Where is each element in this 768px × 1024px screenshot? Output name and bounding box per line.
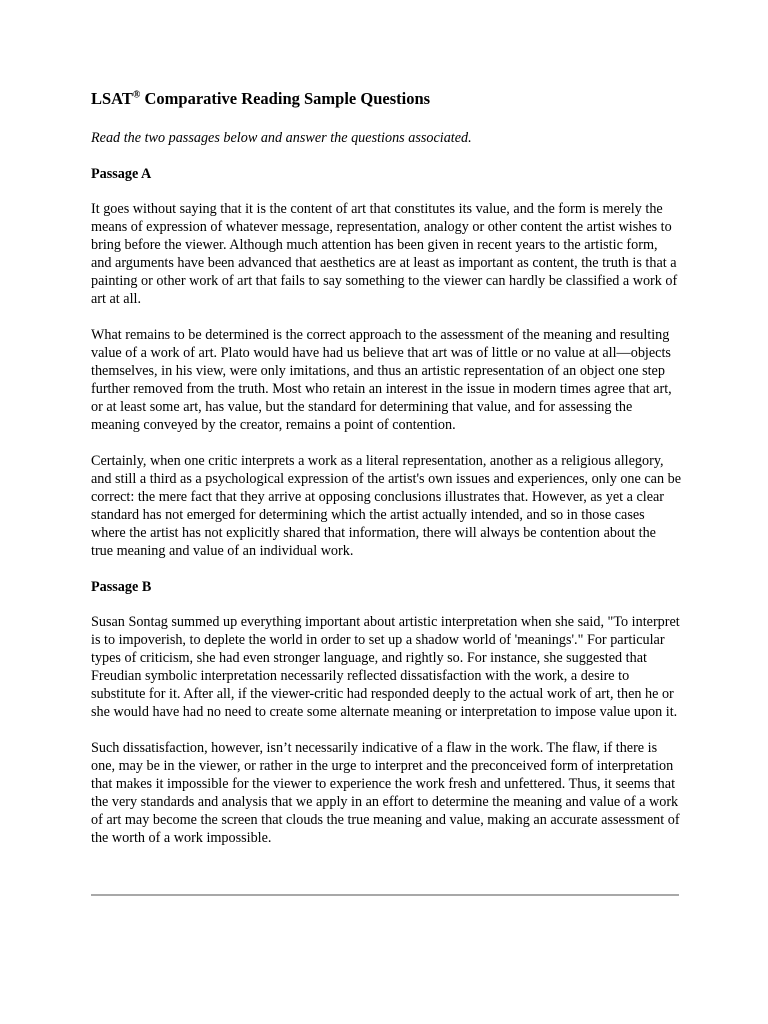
passage-a-paragraph-1: It goes without saying that it is the content of art that constitutes its value, and the form is merely the means of expression of whatever message, representation, analogy or other content the artist wishes to bring before the viewer. Although much attention has been given in recent years to the artistic form, and arguments have been advanced that aesthetics are at least as important as content, the truth is that a painting or other work of art that fails to say something to the viewer can hardly be classified a work of art at all. <box>91 201 678 308</box>
document-page <box>91 88 681 865</box>
passage-a-paragraph-2: What remains to be determined is the correct approach to the assessment of the meaning and resulting value of a work of art. Plato would have had us believe that art was of little or no value at all—objects themselves, in his view, were only imitations, and thus an artistic representation of an object one step further removed from the truth. Most who retain an interest in the issue in modern times agree that art, or at least some art, has value, but the standard for determining that value, and for assessing the meaning conveyed by the creator, remains a point of contention. <box>91 327 672 434</box>
instructions: Read the two passages below and answer the questions associated. <box>91 130 472 147</box>
passage-a-paragraph-3: Certainly, when one critic interprets a work as a literal representation, another as a religious allegory, and still a third as a psychological expression of the artist's own issues and experiences, only one can be correct: the mere fact that they arrive at opposing conclusions illustrates that. However, as yet a clear standard has not emerged for determining which the artist actually intended, and so in those cases where the artist has not explicitly shared that information, there will always be contention about the true meaning and value of an individual work. <box>91 453 682 560</box>
passage-b-paragraph-1: Susan Sontag summed up everything important about artistic interpretation when she said, "To interpret is to impoverish, to deplete the world in order to set up a shadow world of 'meanings'." For particular types of criticism, she had even stronger language, and rightly so. For instance, she suggested that Freudian symbolic interpretation necessarily reflected dissatisfaction with the work, a desire to substitute for it. After all, if the viewer-critic had responded deeply to the actual work of art, then he or she would have had no need to create some alternate meaning or interpretation to impose value upon it. <box>91 614 680 721</box>
horizontal-divider <box>91 894 679 896</box>
registered-mark: ® <box>132 89 141 101</box>
passage-b-heading: Passage B <box>91 579 152 596</box>
title-rest: Comparative Reading Sample Questions <box>140 89 431 108</box>
page-title <box>91 88 681 109</box>
passage-b-paragraph-2: Such dissatisfaction, however, isn’t necessarily indicative of a flaw in the work. The flaw, if there is one, may be in the viewer, or rather in the urge to interpret and the preconceived form of interpretation that makes it impossible for the viewer to experience the work fresh and unfettered. Thus, it seems that the very standards and analysis that we apply in an effort to determine the meaning and value of a work of art may become the screen that clouds the true meaning and value, making an accurate assessment of the worth of a work impossible. <box>91 740 680 847</box>
title-main: LSAT <box>91 89 133 108</box>
passage-a-heading: Passage A <box>91 166 152 183</box>
